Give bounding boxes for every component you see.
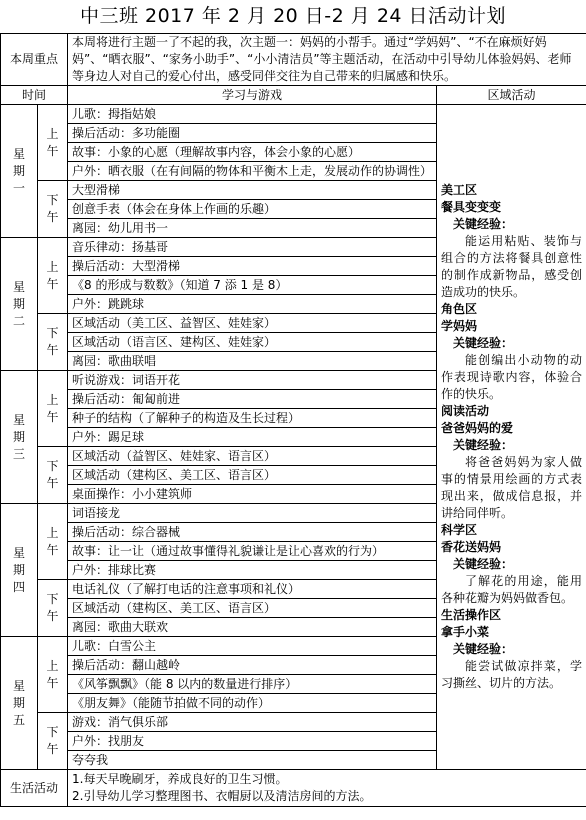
period-afternoon: 下午	[38, 580, 68, 637]
activity-item: 区域活动（建构区、美工区、语言区）	[68, 599, 437, 618]
activity-item: 离园：幼儿用书一	[68, 219, 437, 238]
area-key-label: 关键经验：	[453, 557, 514, 571]
activity-item: 户外：找朋友	[68, 732, 437, 751]
day-label-char: 一	[12, 180, 25, 195]
activity-item: 听说游戏：词语开花	[68, 371, 437, 390]
header-time: 时间	[1, 86, 68, 105]
area-activity-name: 学妈妈	[441, 319, 478, 333]
focus-text: 本周将进行主题一了不起的我，次主题一：妈妈的小帮手。通过“学妈妈”、“不在麻烦好妈妈”、“晒衣服”、“家务小助手”、“小小清洁员”等主题活动，在活动中引导幼儿体验妈妈、老师等身边人对自己的爱心付出，感受同伴交往为自己带来的归属感和快乐。	[68, 34, 586, 86]
day-label-char: 星	[12, 678, 25, 693]
activity-item: 离园：歌曲联唱	[68, 352, 437, 371]
area-name: 科学区	[441, 523, 478, 537]
day-label-char: 二	[12, 313, 25, 328]
period-afternoon: 下午	[38, 181, 68, 238]
period-afternoon: 下午	[38, 713, 68, 770]
activity-item: 《朋友舞》（能随节拍做不同的动作）	[68, 694, 437, 713]
area-name: 阅读活动	[441, 404, 490, 418]
area-description: 将爸爸妈妈为家人做事的情景用绘画的方式表现出来，做成信息报，并讲给同伴听。	[441, 455, 583, 520]
area-block	[441, 182, 582, 301]
life-item: 2.引导幼儿学习整理图书、衣帽厨以及清洁房间的方法。	[72, 789, 372, 803]
area-activities	[437, 105, 586, 770]
day-label-char: 三	[12, 446, 25, 461]
area-description: 了解花的用途，能用各种花瓣为妈妈做香包。	[441, 574, 583, 605]
day-label-char: 期	[12, 429, 25, 444]
day-label	[1, 371, 38, 504]
area-name: 生活操作区	[441, 608, 502, 622]
header-area: 区域活动	[437, 86, 586, 105]
area-key-label: 关键经验：	[453, 217, 514, 231]
header-learning: 学习与游戏	[68, 86, 437, 105]
activity-item: 操后活动：大型滑梯	[68, 257, 437, 276]
activity-item: 户外：跳跳球	[68, 295, 437, 314]
day-label	[1, 105, 38, 238]
activity-item: 故事：让一让（通过故事懂得礼貌谦让是让心喜欢的行为）	[68, 542, 437, 561]
day-label-char: 期	[12, 163, 25, 178]
activity-item: 操后活动：多功能圈	[68, 124, 437, 143]
day-label	[1, 637, 38, 770]
area-activity-name: 香花送妈妈	[441, 540, 502, 554]
area-name: 美工区	[441, 183, 478, 197]
period-morning: 上午	[38, 105, 68, 181]
activity-item: 故事：小象的心愿（理解故事内容，体会小象的心愿）	[68, 143, 437, 162]
area-key-label: 关键经验：	[453, 642, 514, 656]
life-label: 生活活动	[1, 770, 68, 807]
activity-item: 桌面操作：小小建筑师	[68, 485, 437, 504]
activity-item: 操后活动：翻山越岭	[68, 656, 437, 675]
day-label-char: 期	[12, 562, 25, 577]
activity-item: 操后活动：综合器械	[68, 523, 437, 542]
day-label-char: 星	[12, 146, 25, 161]
activity-item: 儿歌：拇指姑娘	[68, 105, 437, 124]
life-items	[68, 770, 586, 807]
area-block	[441, 522, 582, 607]
area-description: 能尝试做凉拌菜，学习撕丝、切片的方法。	[441, 659, 583, 690]
activity-item: 区域活动（语言区、建构区、娃娃家）	[68, 333, 437, 352]
life-item: 1.每天早晚刷牙，养成良好的卫生习惯。	[72, 772, 288, 786]
activity-item: 《风筝飘飘》（能 8 以内的数量进行排序）	[68, 675, 437, 694]
activity-item: 户外：踢足球	[68, 428, 437, 447]
day-label-char: 星	[12, 545, 25, 560]
area-description: 能创编出小动物的动作表现诗歌内容，体验合作的快乐。	[441, 353, 583, 401]
activity-item: 夸夸我	[68, 751, 437, 770]
area-block	[441, 403, 582, 522]
weekly-plan-table	[0, 33, 586, 807]
activity-item: 词语接龙	[68, 504, 437, 523]
activity-item: 儿歌：白雪公主	[68, 637, 437, 656]
activity-item: 《8 的形成与数数》（知道 7 添 1 是 8）	[68, 276, 437, 295]
area-activity-name: 爸爸妈妈的爱	[441, 421, 514, 435]
area-name: 角色区	[441, 302, 478, 316]
period-morning: 上午	[38, 371, 68, 447]
area-key-label: 关键经验：	[453, 336, 514, 350]
activity-item: 区域活动（美工区、益智区、娃娃家）	[68, 314, 437, 333]
area-activity-name: 餐具变变变	[441, 200, 502, 214]
day-label-char: 四	[12, 579, 25, 594]
day-label-char: 星	[12, 412, 25, 427]
area-description: 能运用粘贴、装饰与组合的方法将餐具创意性的制作成新物品，感受创造成功的快乐。	[441, 234, 583, 299]
activity-row	[1, 105, 586, 124]
focus-label: 本周重点	[1, 34, 68, 86]
day-label-char: 五	[12, 712, 25, 727]
period-morning: 上午	[38, 637, 68, 713]
period-afternoon: 下午	[38, 447, 68, 504]
area-key-label: 关键经验：	[453, 438, 514, 452]
life-row	[1, 770, 586, 807]
day-label-char: 期	[12, 695, 25, 710]
activity-item: 户外：晒衣服（在有间隔的物体和平衡木上走，发展动作的协调性）	[68, 162, 437, 181]
area-block	[441, 301, 582, 403]
period-morning: 上午	[38, 238, 68, 314]
area-block	[441, 607, 582, 692]
activity-item: 音乐律动：扬基哥	[68, 238, 437, 257]
day-label	[1, 504, 38, 637]
activity-item: 种子的结构（了解种子的构造及生长过程）	[68, 409, 437, 428]
period-afternoon: 下午	[38, 314, 68, 371]
activity-item: 电话礼仪（了解打电话的注意事项和礼仪）	[68, 580, 437, 599]
activity-item: 游戏：消气俱乐部	[68, 713, 437, 732]
day-label-char: 星	[12, 279, 25, 294]
activity-item: 操后活动：匍匐前进	[68, 390, 437, 409]
period-morning: 上午	[38, 504, 68, 580]
activity-item: 离园：歌曲大联欢	[68, 618, 437, 637]
day-label	[1, 238, 38, 371]
day-label-char: 期	[12, 296, 25, 311]
area-activity-name: 拿手小菜	[441, 625, 490, 639]
activity-item: 大型滑梯	[68, 181, 437, 200]
page-title: 中三班 2017 年 2 月 20 日-2 月 24 日活动计划	[79, 5, 507, 27]
activity-item: 户外：排球比赛	[68, 561, 437, 580]
activity-item: 区域活动（益智区、娃娃家、语言区）	[68, 447, 437, 466]
activity-item: 区域活动（建构区、美工区、语言区）	[68, 466, 437, 485]
activity-item: 创意手表（体会在身体上作画的乐趣）	[68, 200, 437, 219]
